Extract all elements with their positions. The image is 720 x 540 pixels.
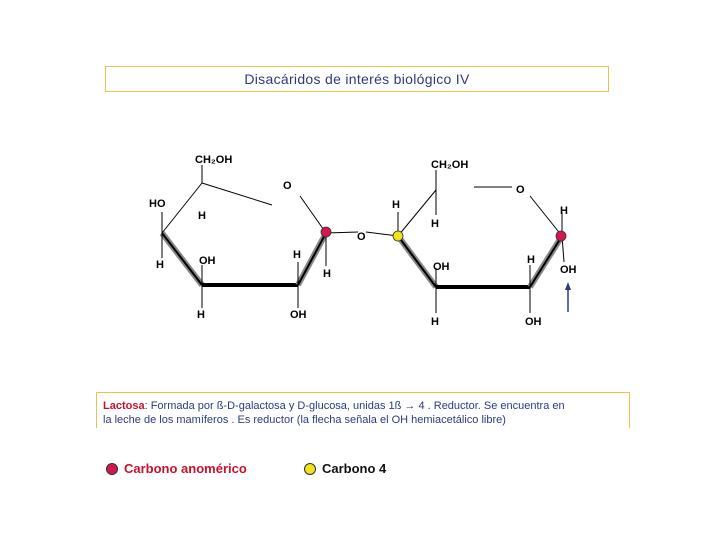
anomeric-carbon-marker-left: [321, 227, 331, 237]
left-c4-h-label: H: [156, 259, 164, 271]
carbon-4-marker: [393, 231, 403, 241]
legend-anomeric: [106, 461, 247, 476]
right-c4-top-h-label: H: [392, 199, 400, 211]
left-c2-oh-label: OH: [290, 309, 307, 321]
right-c3-oh-label: OH: [433, 261, 450, 273]
page-title: Disacáridos de interés biológico IV: [244, 71, 470, 87]
left-ring-oxygen-label: O: [283, 180, 292, 192]
left-ring: [162, 165, 326, 308]
anomeric-dot-icon: [106, 463, 118, 475]
legend-carbon-4: [304, 461, 386, 476]
anomeric-carbon-marker-right: [556, 231, 566, 241]
legend-carbon-4-label: Carbono 4: [322, 461, 387, 476]
left-c3-oh-label: OH: [199, 255, 216, 267]
caption-line-1: : Formada por ß-D-galactosa y D-glucosa, unidas 1ß → 4 . Reductor. Se encuentra en: [144, 400, 565, 412]
right-c2-h-label: H: [527, 254, 535, 266]
right-ring-front-left-edge-core: [398, 236, 436, 287]
arrow-head: [565, 282, 571, 290]
left-ring-front-right-edge-core: [298, 233, 326, 285]
left-ho-label: HO: [149, 198, 166, 210]
left-ch2oh-label: CH₂OH: [195, 154, 233, 166]
left-ring-back-left-edge: [162, 183, 202, 233]
caption-line-2: la leche de los mamíferos . Es reductor (la flecha señala el OH hemiacetálico libre): [103, 414, 506, 426]
left-ring-front-left-edge-core: [162, 233, 202, 285]
left-ring-oxygen-edge: [300, 196, 326, 233]
right-c2-oh-label: OH: [525, 316, 542, 328]
caption-box: [96, 392, 630, 428]
left-c2-h-label: H: [293, 249, 301, 261]
right-c1-top-h-label: H: [560, 205, 568, 217]
carbon-4-dot-icon: [304, 463, 316, 475]
right-ring: [398, 170, 564, 313]
glycosidic-oxygen-label: O: [357, 231, 366, 243]
right-c1-oh-label: OH: [560, 264, 577, 276]
legend-anomeric-label: Carbono anomérico: [124, 461, 247, 476]
left-c1-h-label: H: [323, 268, 331, 280]
left-c3-h-label: H: [197, 309, 205, 321]
right-ring-oxygen-label: O: [516, 184, 525, 196]
right-ring-oxygen-edge: [530, 196, 562, 236]
left-c4-top-h-label: H: [198, 210, 206, 222]
right-ch2oh-label: CH₂OH: [431, 159, 469, 171]
right-c5-h-label: H: [431, 218, 439, 230]
left-ring-back-edge: [202, 183, 272, 205]
hemiacetal-arrow: [565, 282, 571, 312]
caption-name: Lactosa: [103, 400, 145, 412]
right-c3-h-label: H: [431, 316, 439, 328]
